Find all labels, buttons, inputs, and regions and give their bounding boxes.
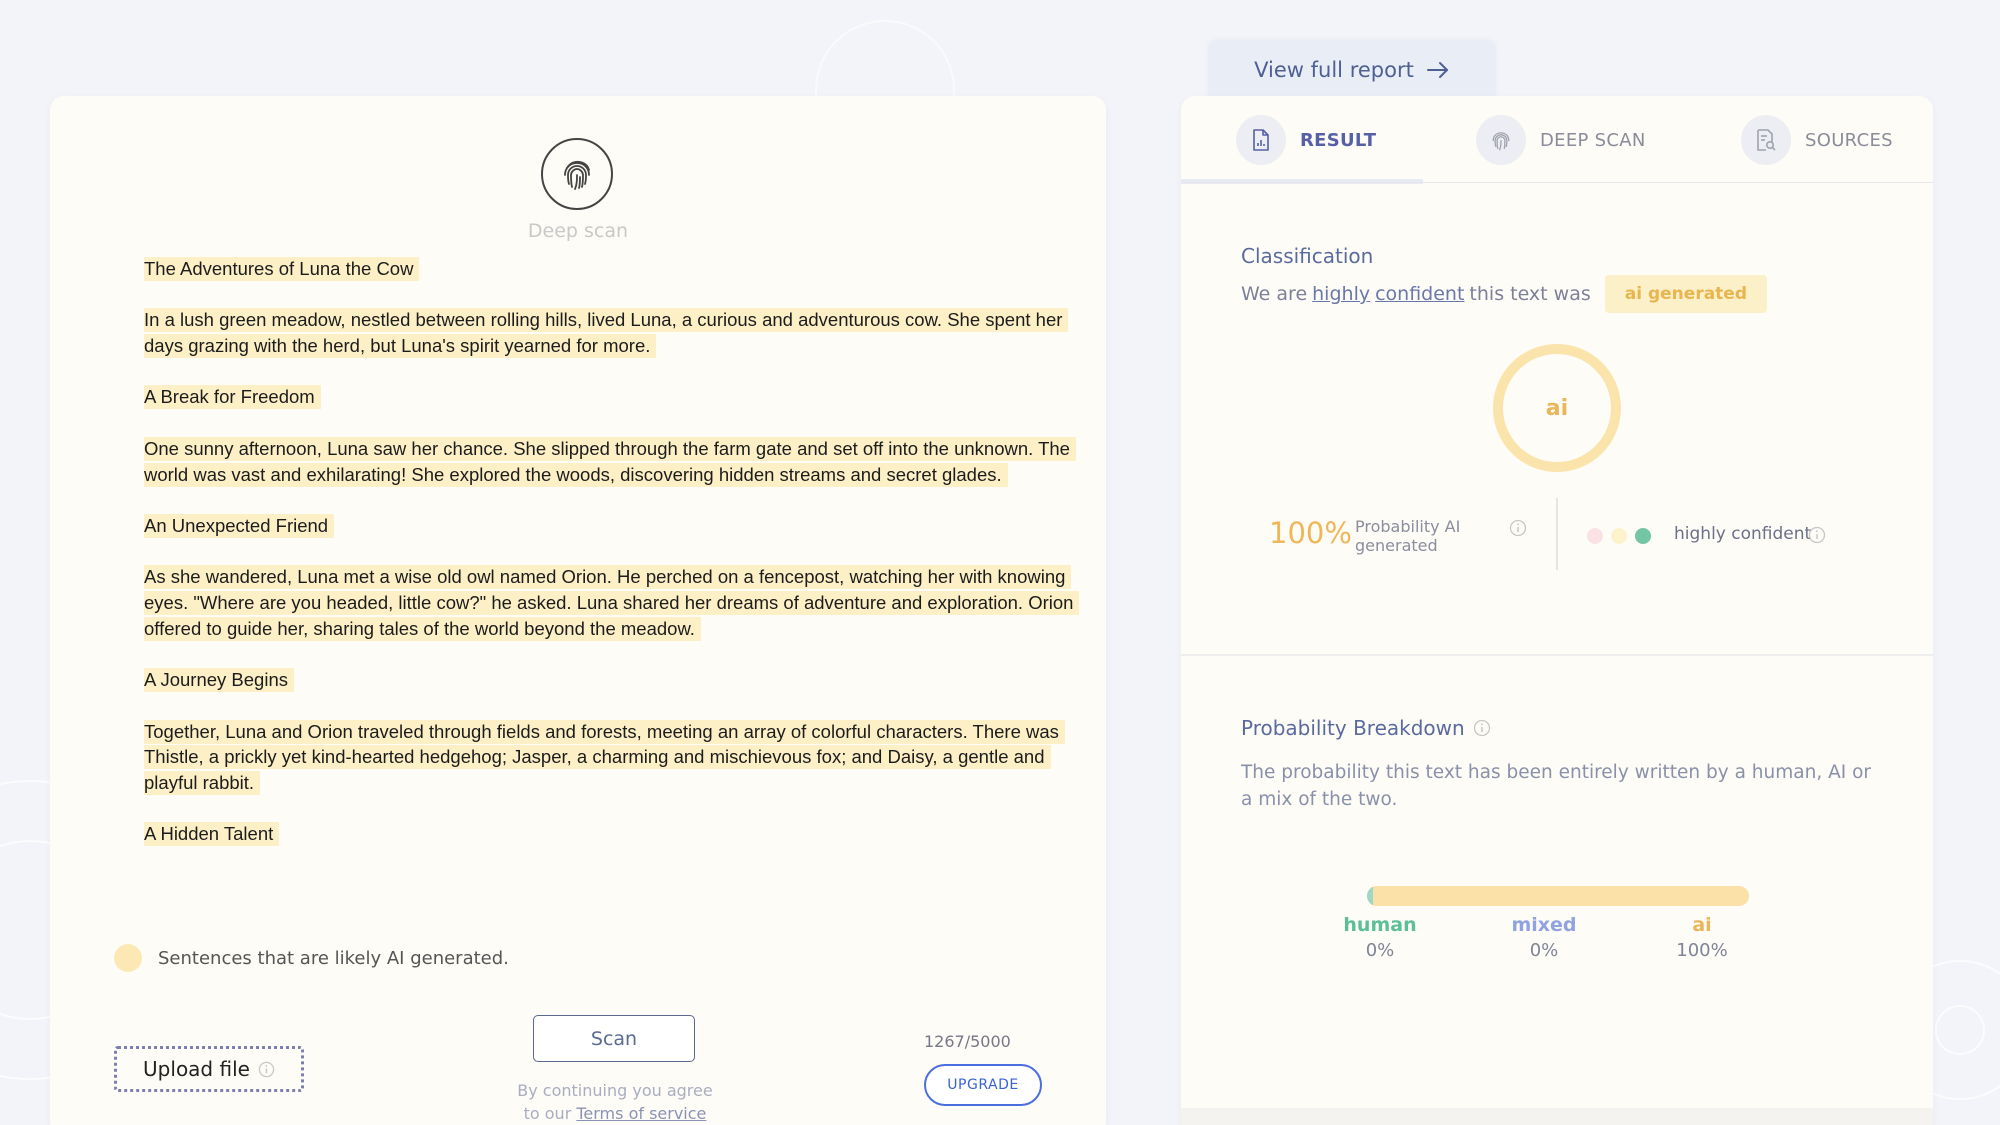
background-ring — [1935, 1005, 1985, 1055]
confidence-dot — [1587, 528, 1603, 544]
tab-result-label: RESULT — [1300, 129, 1377, 151]
ai-percent: 100% — [1676, 940, 1728, 961]
info-icon[interactable] — [1509, 519, 1527, 537]
breakdown-title-text: Probability Breakdown — [1241, 716, 1465, 740]
ai-highlight-swatch — [114, 944, 142, 972]
classification-suffix: this text was — [1469, 283, 1591, 305]
probability-label: Probability AI generated — [1355, 517, 1461, 555]
tab-sources[interactable] — [1741, 114, 1893, 166]
stats-separator — [1556, 498, 1558, 570]
mixed-percent: 0% — [1529, 940, 1559, 961]
agree-line: By continuing you agree — [517, 1081, 713, 1100]
info-icon[interactable] — [1808, 526, 1826, 544]
character-counter: 1267/5000 — [924, 1032, 1011, 1051]
tab-sources-label: SOURCES — [1805, 129, 1893, 151]
info-icon[interactable] — [1473, 719, 1491, 737]
text-paragraph — [144, 384, 1074, 410]
tab-deep-scan[interactable] — [1476, 114, 1646, 166]
document-chart-icon — [1250, 128, 1272, 152]
ai-highlighted-sentence: In a lush green meadow, nestled between rolling hills, lived Luna, a curious and adventurous cow. She spent her days grazing with the herd, but Luna's spirit yearned for more. — [144, 308, 1068, 358]
fingerprint-icon — [1488, 127, 1514, 153]
highly-link[interactable]: highly — [1312, 283, 1371, 305]
human-breakdown — [1320, 914, 1440, 961]
results-panel — [1181, 96, 1933, 1125]
confident-link[interactable]: confident — [1375, 283, 1465, 305]
tab-icon-wrap — [1741, 115, 1791, 165]
breakdown-description: The probability this text has been entirely written by a human, AI or a mix of the two. — [1241, 762, 1872, 810]
mixed-breakdown — [1484, 914, 1604, 961]
tab-result[interactable] — [1236, 114, 1376, 166]
tabs-divider — [1181, 182, 1933, 183]
ai-highlighted-sentence: A Journey Begins — [144, 668, 294, 692]
agree-prefix: to our — [523, 1104, 572, 1123]
breakdown-title — [1241, 716, 1491, 740]
deep-scan-fingerprint-button[interactable] — [541, 138, 613, 210]
upload-file-button[interactable] — [114, 1046, 304, 1092]
upgrade-button[interactable]: UPGRADE — [924, 1064, 1042, 1106]
search-document-icon — [1754, 128, 1778, 152]
mixed-label: mixed — [1511, 914, 1577, 936]
tab-deep-scan-label: DEEP SCAN — [1540, 129, 1646, 151]
text-paragraph — [144, 564, 1074, 641]
probability-value: 100% — [1269, 516, 1352, 550]
arrow-right-icon — [1426, 60, 1450, 80]
classification-prefix: We are — [1241, 283, 1308, 305]
legend-text: Sentences that are likely AI generated. — [158, 947, 509, 969]
confidence-dot — [1635, 528, 1651, 544]
tab-icon-wrap — [1476, 115, 1526, 165]
text-paragraph — [144, 719, 1074, 796]
ring-label: ai — [1545, 395, 1569, 421]
text-paragraph — [144, 436, 1074, 487]
ai-legend — [114, 944, 509, 972]
classification-ring — [1493, 344, 1621, 472]
ai-highlighted-sentence: A Break for Freedom — [144, 385, 321, 409]
text-paragraph — [144, 667, 1074, 693]
text-paragraph — [144, 256, 1074, 282]
confidence-dot — [1611, 528, 1627, 544]
tab-icon-wrap — [1236, 115, 1286, 165]
analyzed-text[interactable] — [144, 256, 1074, 873]
confidence-dots — [1587, 528, 1659, 544]
human-bar-fill — [1367, 886, 1373, 906]
ai-generated-badge: ai generated — [1605, 275, 1767, 313]
confidence-label: highly confident — [1674, 524, 1812, 544]
ai-highlighted-sentence: An Unexpected Friend — [144, 514, 334, 538]
ai-highlighted-sentence: As she wandered, Luna met a wise old owl named Orion. He perched on a fencepost, watching her with knowing eyes. "Where are you headed, little cow?" he asked. Luna shared her dreams of adventure and exploration. Orion offered to guide her, sharing tales of the world beyond the meadow. — [144, 565, 1079, 640]
ai-highlighted-sentence: A Hidden Talent — [144, 822, 279, 846]
human-percent: 0% — [1365, 940, 1395, 961]
deep-scan-label: Deep scan — [527, 220, 629, 242]
classification-title: Classification — [1241, 244, 1374, 268]
human-label: human — [1343, 914, 1417, 936]
text-input-panel — [50, 96, 1106, 1125]
scan-button[interactable]: Scan — [533, 1015, 695, 1062]
info-icon[interactable] — [258, 1061, 275, 1078]
fingerprint-icon — [557, 154, 597, 194]
text-paragraph — [144, 821, 1074, 847]
classification-sentence — [1241, 275, 1767, 313]
ai-highlighted-sentence: The Adventures of Luna the Cow — [144, 257, 419, 281]
text-paragraph — [144, 307, 1074, 358]
ai-breakdown — [1642, 914, 1762, 961]
probability-bar — [1367, 886, 1749, 906]
text-paragraph — [144, 513, 1074, 539]
ai-highlighted-sentence: Together, Luna and Orion traveled through fields and forests, meeting an array of colorful characters. There was Thistle, a prickly yet kind-hearted hedgehog; Jasper, a charming and mischievous fox; and Daisy, a gentle and playful rabbit. — [144, 720, 1065, 795]
section-divider — [1181, 654, 1933, 656]
terms-of-service-link[interactable]: Terms of service — [576, 1104, 707, 1123]
ai-label: ai — [1692, 914, 1712, 936]
upload-file-label: Upload file — [143, 1057, 250, 1081]
view-full-report-label: View full report — [1254, 58, 1414, 82]
panel-footer — [1181, 1108, 1933, 1125]
terms-notice — [510, 1079, 720, 1125]
ai-highlighted-sentence: One sunny afternoon, Luna saw her chance. She slipped through the farm gate and set off into the unknown. The world was vast and exhilarating! She explored the woods, discovering hidden streams and secret glades. — [144, 437, 1076, 487]
view-full-report-button[interactable] — [1208, 40, 1496, 100]
result-tabs — [1181, 96, 1933, 184]
